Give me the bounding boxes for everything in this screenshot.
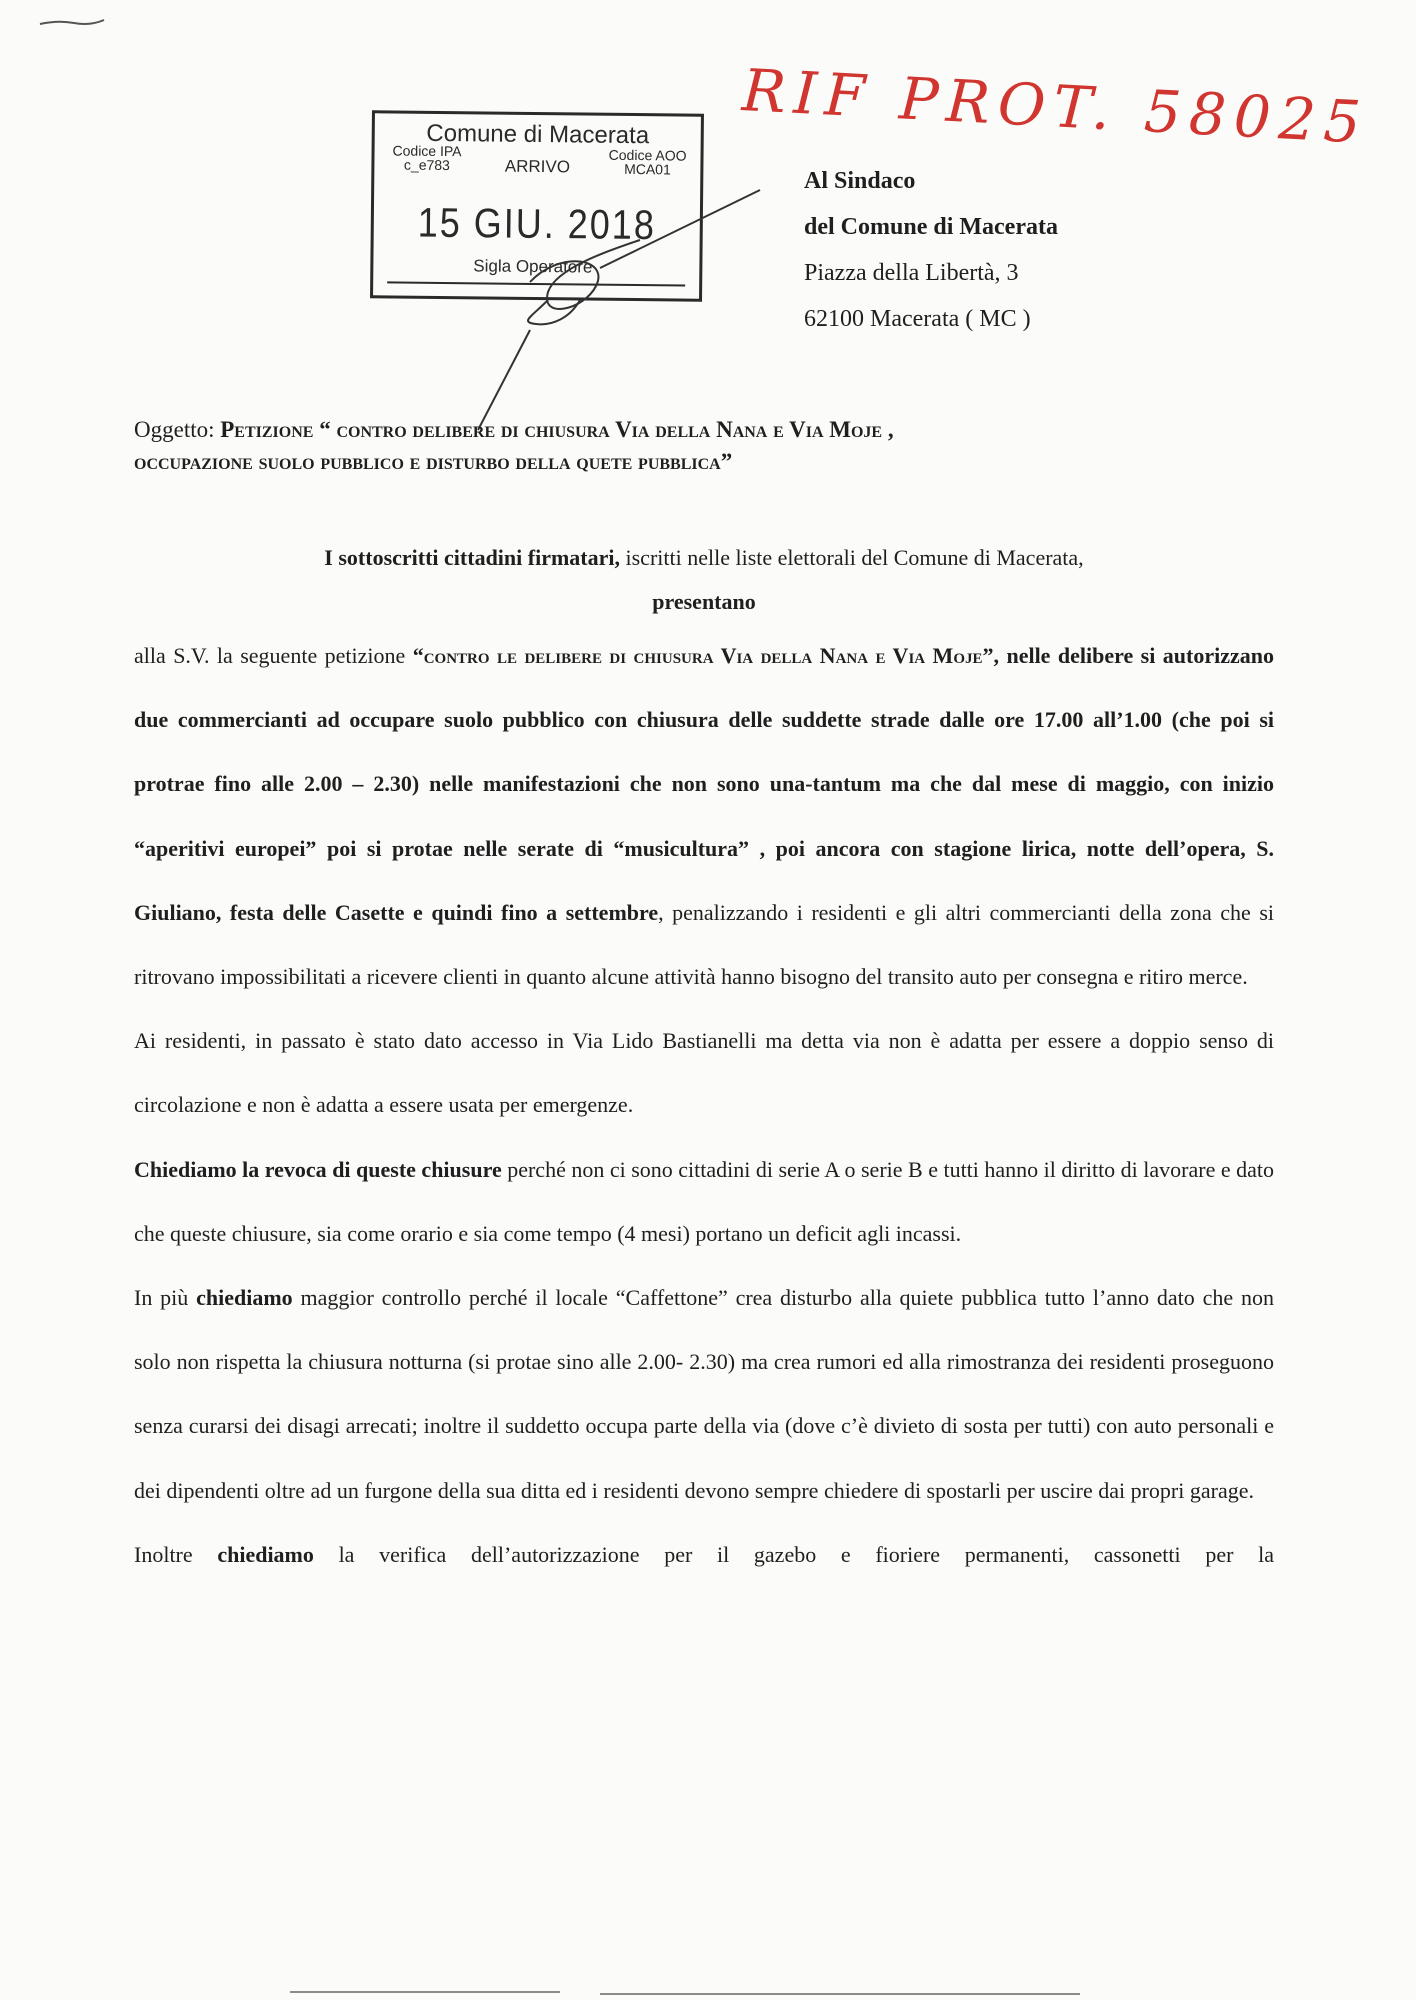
p4-segment: chiediamo — [196, 1285, 293, 1311]
scan-bottom-edge — [0, 1970, 1416, 2000]
stamp-title: Comune di Macerata — [426, 119, 650, 150]
p1-segment: “contro le delibere di chiusura Via della Nana e Via Moje” — [412, 643, 994, 668]
stamp-date: 15 GIU. 2018 — [417, 198, 657, 249]
p1-segment: nelle delibere si autorizzano due commercianti ad occupare suolo pubblico con chiusura delle suddette strade dalle ore 17.00 all’1.00 (che poi si protrae fino alle 2.00 – 2.30) nelle manifestazioni che non sono una-tantum ma che dal mese di maggio, con inizio “aperitivi europei” poi si protae nelle serate di “musicultura” , poi ancora con stagione lirica, notte dell’opera, S. Giuliano, festa delle Casette e quindi fino a settembre — [134, 643, 1274, 925]
paragraph-4 — [134, 1266, 1274, 1523]
stamp-sigla: Sigla Operatore — [473, 256, 593, 277]
letter-body — [134, 536, 1274, 1587]
stamp-aoo-label: Codice AOO — [608, 146, 687, 164]
paragraph-1 — [134, 624, 1274, 1009]
recipient-line-4: 62100 Macerata ( MC ) — [804, 306, 1031, 332]
stamp-ipa-code: c_e783 — [403, 156, 450, 174]
p1-segment: alla S.V. la seguente petizione — [134, 643, 413, 668]
paragraph-2 — [134, 1009, 1274, 1137]
subject-block — [134, 414, 1294, 478]
recipient-block — [804, 158, 1058, 342]
stamp-signature-line — [387, 281, 685, 286]
p4-segment: In più — [134, 1285, 197, 1311]
stamp-ipa-label: Codice IPA — [392, 142, 462, 160]
intro-line — [134, 536, 1274, 580]
registry-stamp — [370, 110, 704, 301]
p3-segment: perché non ci sono cittadini di serie A o serie B e tutti hanno il diritto di lavorare e dato che queste chiusure, sia come orario e sia come tempo (4 mesi) portano un deficit agli incassi. — [134, 1156, 1275, 1246]
p3-segment: Chiediamo la revoca di queste chiusure — [134, 1156, 502, 1182]
subject-text-1: Petizione “ contro delibere di chiusura Via della Nana e Via Moje , — [220, 417, 894, 442]
scan-corner-mark — [38, 14, 108, 32]
stamp-aoo-code: MCA01 — [624, 160, 671, 178]
stamp-arrivo: ARRIVO — [504, 156, 571, 177]
recipient-line-1: Al Sindaco — [804, 168, 916, 194]
p5-segment: la verifica dell’autorizzazione per il gazebo e fioriere permanenti, cassonetti per la — [313, 1541, 1274, 1567]
p5-segment: chiediamo — [217, 1541, 314, 1567]
paragraph-3 — [134, 1138, 1274, 1266]
p1-segment: , — [993, 643, 1007, 668]
intro-signatories: I sottoscritti cittadini firmatari, — [324, 545, 620, 570]
recipient-line-2: del Comune di Macerata — [804, 214, 1058, 240]
recipient-line-3: Piazza della Libertà, 3 — [804, 260, 1019, 286]
handwritten-protocol-reference: RIF PROT. 58025 — [740, 56, 1371, 157]
p1-segment: , penalizzando i residenti e gli altri commercianti della zona che si ritrovano impossibilitati a ricevere clienti in quanto alcune attività hanno bisogno del transito auto per consegna e ritiro merce. — [134, 899, 1275, 990]
p2-segment: Ai residenti, in passato è stato dato accesso in Via Lido Bastianelli ma detta via non è adatta per essere a doppio senso di circolazione e non è adatta a essere usata per emergenze. — [134, 1028, 1274, 1118]
paragraph-5 — [134, 1523, 1274, 1587]
p5-segment: Inoltre — [134, 1541, 218, 1567]
subject-text-2: occupazione suolo pubblico e disturbo della quete pubblica” — [134, 449, 733, 474]
p4-segment: maggior controllo perché il locale “Caffettone” crea disturbo alla quiete pubblica tutto l’anno dato che non solo non rispetta la chiusura notturna (si protae sino alle 2.00- 2.30) ma crea rumori ed alla rimostranza dei residenti proseguono senza curarsi dei disagi arrecati; inoltre il suddetto occupa parte della via (dove c’è divieto di sosta per tutti) con auto personali e dei dipendenti oltre ad un furgone della sua ditta ed i residenti devono sempre chiedere di spostarli per uscire dai propri garage. — [134, 1285, 1274, 1503]
subject-label: Oggetto: — [134, 417, 215, 442]
presentano-heading: presentano — [652, 589, 756, 614]
subject-line-1 — [134, 414, 1294, 446]
stamp-aoo — [608, 148, 686, 177]
intro-rest: iscritti nelle liste elettorali del Comune di Macerata, — [620, 545, 1084, 570]
